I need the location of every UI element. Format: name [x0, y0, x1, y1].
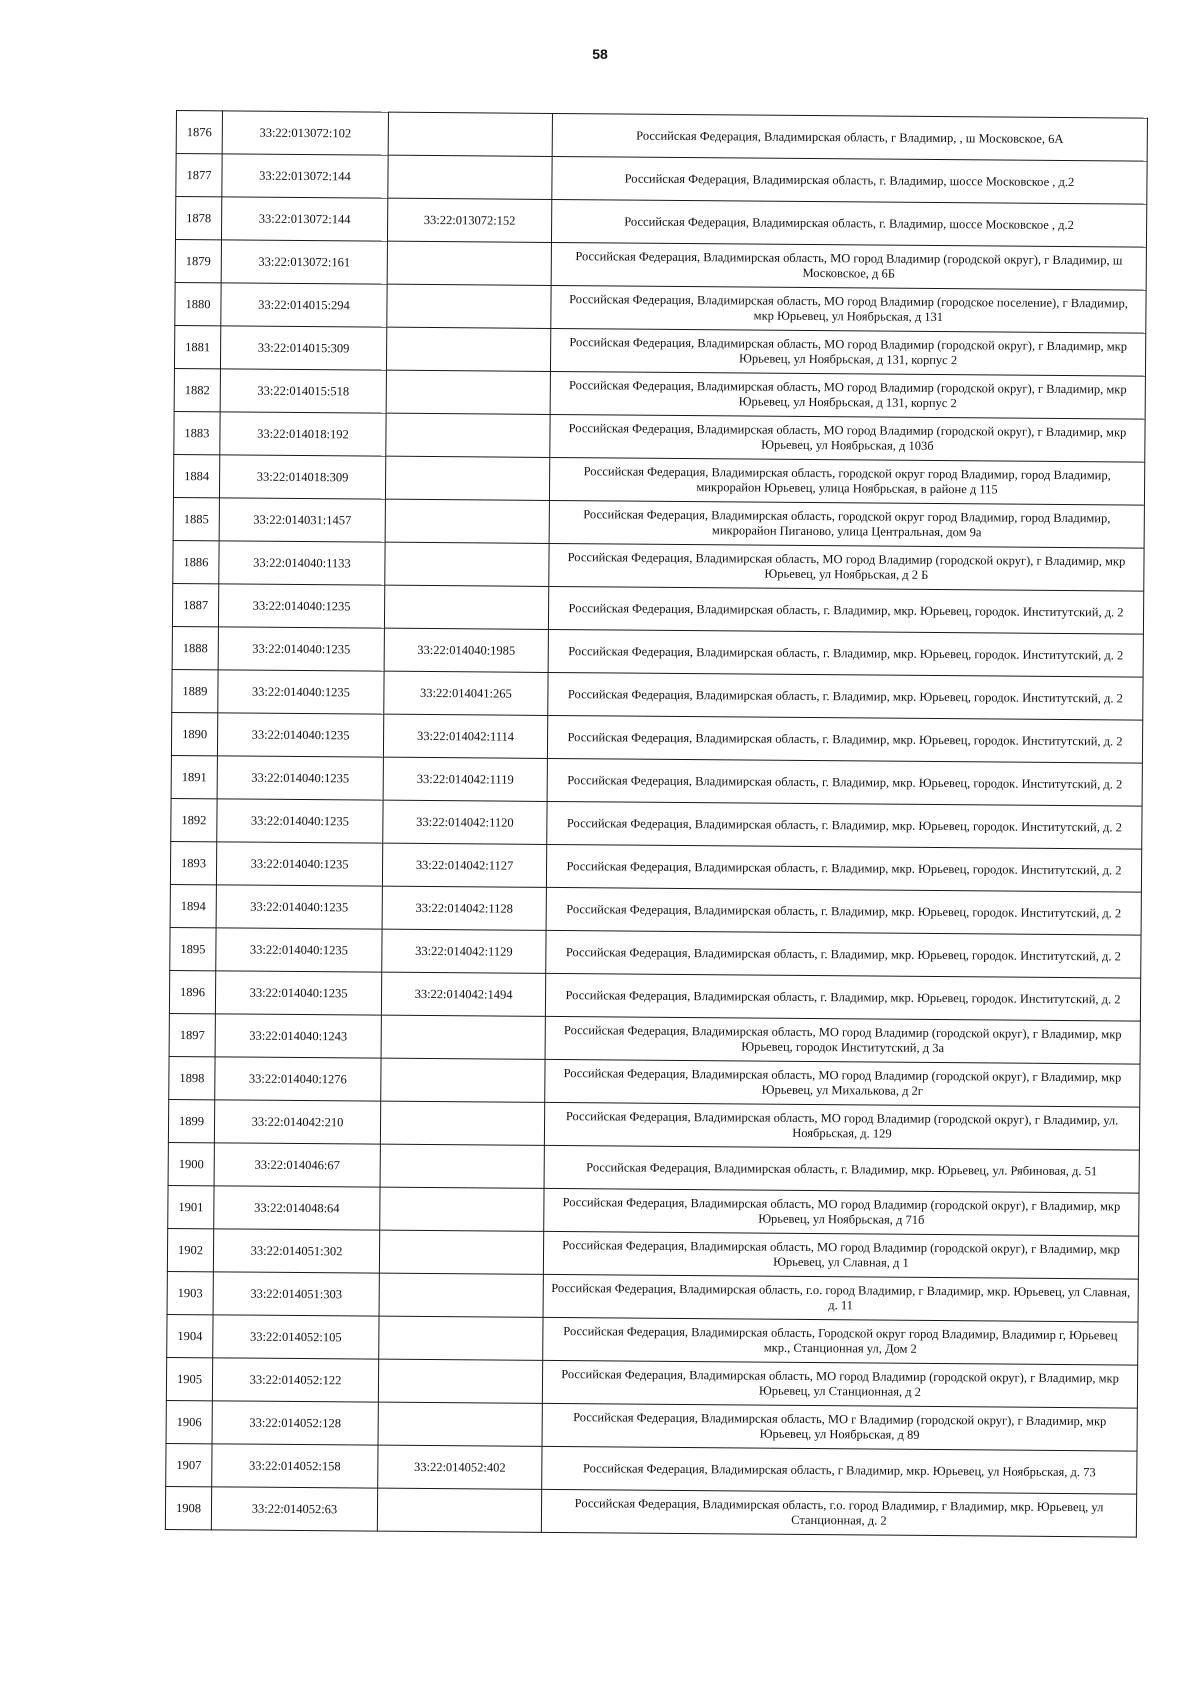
table-row: [169, 970, 1140, 1021]
cadastral-number-cell: 33:22:013072:161: [221, 240, 387, 284]
related-cadastral-number-cell: [380, 1187, 544, 1231]
related-cadastral-number-cell: [386, 370, 550, 414]
related-cadastral-number-cell: [381, 1015, 545, 1059]
table-row: [175, 197, 1146, 248]
row-number-cell: 1891: [171, 755, 217, 798]
related-cadastral-number-cell: [378, 1359, 542, 1403]
row-number-cell: 1886: [173, 540, 219, 583]
address-cell: Российская Федерация, Владимирская область, МО город Владимир (городской округ), г Владимир, мкр Юрьевец, ул Ноябрьская, д 71б: [544, 1188, 1139, 1236]
row-number-cell: 1881: [174, 325, 220, 368]
related-cadastral-number-cell: 33:22:014042:1114: [383, 714, 547, 758]
related-cadastral-number-cell: [386, 327, 550, 371]
cadastral-number-cell: 33:22:014052:105: [213, 1315, 379, 1359]
table-row: [174, 325, 1145, 376]
address-cell: Российская Федерация, Владимирская область, г.о. город Владимир, г Владимир, мкр. Юрьевец, ул Станционная, д. 2: [541, 1489, 1136, 1537]
row-number-cell: 1892: [171, 798, 217, 841]
address-cell: Российская Федерация, Владимирская область, г.о. город Владимир, г Владимир, мкр. Юрьевец, ул Славная, д. 11: [543, 1274, 1138, 1322]
cadastral-number-cell: 33:22:014040:1235: [217, 713, 383, 757]
related-cadastral-number-cell: [388, 112, 552, 156]
cadastral-number-cell: 33:22:014031:1457: [219, 498, 385, 542]
table-row: [170, 927, 1141, 978]
address-cell: Российская Федерация, Владимирская область, г. Владимир, мкр. Юрьевец, городок. Институтский, д. 2: [547, 758, 1142, 806]
table-row: [171, 755, 1142, 806]
cadastral-number-cell: 33:22:014040:1235: [215, 971, 381, 1015]
row-number-cell: 1907: [166, 1443, 212, 1486]
row-number-cell: 1899: [168, 1099, 214, 1142]
row-number-cell: 1876: [176, 111, 222, 154]
related-cadastral-number-cell: 33:22:014042:1119: [383, 757, 547, 801]
row-number-cell: 1893: [170, 841, 216, 884]
row-number-cell: 1897: [169, 1013, 215, 1056]
related-cadastral-number-cell: [380, 1101, 544, 1145]
table-row: [172, 626, 1143, 677]
row-number-cell: 1903: [167, 1271, 213, 1314]
table-row: [166, 1357, 1137, 1408]
cadastral-number-cell: 33:22:014040:1235: [218, 627, 384, 671]
table-row: [173, 497, 1144, 548]
related-cadastral-number-cell: [381, 1058, 545, 1102]
address-cell: Российская Федерация, Владимирская область, МО город Владимир (городской округ), г Владимир, мкр Юрьевец, ул Ноябрьская, д 103б: [550, 414, 1145, 462]
table-row: [176, 154, 1147, 205]
cadastral-number-cell: 33:22:014018:192: [220, 412, 386, 456]
table-row: [169, 1013, 1140, 1064]
address-cell: Российская Федерация, Владимирская область, г. Владимир, мкр. Юрьевец, ул. Рябиновая, д. 51: [544, 1145, 1139, 1193]
cadastral-number-cell: 33:22:013072:102: [222, 111, 388, 155]
row-number-cell: 1906: [166, 1400, 212, 1443]
row-number-cell: 1890: [171, 712, 217, 755]
row-number-cell: 1895: [170, 927, 216, 970]
cadastral-number-cell: 33:22:014048:64: [214, 1186, 380, 1230]
address-cell: Российская Федерация, Владимирская область, г Владимир, , ш Московское, 6А: [552, 113, 1147, 161]
address-cell: Российская Федерация, Владимирская область, МО город Владимир (городской округ), г Владимир, мкр Юрьевец, ул Славная, д 1: [543, 1231, 1138, 1279]
related-cadastral-number-cell: [387, 284, 551, 328]
related-cadastral-number-cell: [385, 499, 549, 543]
address-cell: Российская Федерация, Владимирская область, г. Владимир, мкр. Юрьевец, городок. Институтский, д. 2: [548, 672, 1143, 720]
cadastral-number-cell: 33:22:014040:1235: [217, 799, 383, 843]
table-row: [170, 884, 1141, 935]
cadastral-number-cell: 33:22:014018:309: [219, 455, 385, 499]
table-row: [175, 239, 1146, 290]
address-cell: Российская Федерация, Владимирская область, городской округ город Владимир, город Владимир, микрорайон Юрьевец, улица Ноябрьская, в районе д 115: [549, 457, 1144, 505]
related-cadastral-number-cell: 33:22:014042:1120: [383, 800, 547, 844]
cadastral-number-cell: 33:22:014040:1235: [218, 670, 384, 714]
address-cell: Российская Федерация, Владимирская область, г. Владимир, шоссе Московское , д.2: [552, 156, 1147, 204]
row-number-cell: 1905: [166, 1357, 212, 1400]
row-number-cell: 1902: [167, 1228, 213, 1271]
address-cell: Российская Федерация, Владимирская область, МО город Владимир (городской округ), г Владимир, ул. Ноябрьская, д. 129: [544, 1102, 1139, 1150]
registry-table: [165, 110, 1148, 1538]
related-cadastral-number-cell: 33:22:014041:265: [384, 671, 548, 715]
address-cell: Российская Федерация, Владимирская область, МО г Владимир (городской округ), г Владимир, мкр Юрьевец, ул Ноябрьская, д 89: [542, 1403, 1137, 1451]
row-number-cell: 1889: [172, 669, 218, 712]
row-number-cell: 1901: [168, 1185, 214, 1228]
cadastral-number-cell: 33:22:013072:144: [222, 154, 388, 198]
table-row: [168, 1185, 1139, 1236]
table-row: [169, 1056, 1140, 1107]
row-number-cell: 1887: [172, 583, 218, 626]
cadastral-number-cell: 33:22:014040:1235: [216, 842, 382, 886]
row-number-cell: 1877: [176, 154, 222, 197]
related-cadastral-number-cell: [387, 241, 551, 285]
cadastral-number-cell: 33:22:014015:294: [221, 283, 387, 327]
cadastral-number-cell: 33:22:014046:67: [214, 1143, 380, 1187]
address-cell: Российская Федерация, Владимирская область, МО город Владимир (городской округ), г Владимир, мкр Юрьевец, ул Ноябрьская, д 2 Б: [549, 543, 1144, 591]
table-row: [167, 1271, 1138, 1322]
row-number-cell: 1894: [170, 884, 216, 927]
related-cadastral-number-cell: [379, 1273, 543, 1317]
address-cell: Российская Федерация, Владимирская область, г. Владимир, мкр. Юрьевец, городок. Институтский, д. 2: [548, 586, 1143, 634]
row-number-cell: 1898: [169, 1056, 215, 1099]
related-cadastral-number-cell: [379, 1230, 543, 1274]
table-row: [175, 282, 1146, 333]
row-number-cell: 1879: [175, 239, 221, 282]
cadastral-number-cell: 33:22:013072:144: [221, 197, 387, 241]
address-cell: Российская Федерация, Владимирская область, г Владимир, мкр. Юрьевец, ул Ноябрьская, д. 73: [542, 1446, 1137, 1494]
row-number-cell: 1900: [168, 1142, 214, 1185]
cadastral-number-cell: 33:22:014040:1243: [215, 1014, 381, 1058]
related-cadastral-number-cell: [385, 456, 549, 500]
table-row: [166, 1400, 1137, 1451]
row-number-cell: 1880: [175, 282, 221, 325]
cadastral-number-cell: 33:22:014052:122: [212, 1358, 378, 1402]
address-cell: Российская Федерация, Владимирская область, г. Владимир, мкр. Юрьевец, городок. Институтский, д. 2: [546, 887, 1141, 935]
address-cell: Российская Федерация, Владимирская область, г. Владимир, мкр. Юрьевец, городок. Институтский, д. 2: [545, 973, 1140, 1021]
row-number-cell: 1888: [172, 626, 218, 669]
address-cell: Российская Федерация, Владимирская область, г. Владимир, мкр. Юрьевец, городок. Институтский, д. 2: [547, 801, 1142, 849]
cadastral-number-cell: 33:22:014040:1235: [218, 584, 384, 628]
address-cell: Российская Федерация, Владимирская область, Городской округ город Владимир, Владимир г, Юрьевец мкр., Станционная ул, Дом 2: [543, 1317, 1138, 1365]
cadastral-number-cell: 33:22:014040:1235: [217, 756, 383, 800]
address-cell: Российская Федерация, Владимирская область, г. Владимир, мкр. Юрьевец, городок. Институтский, д. 2: [546, 844, 1141, 892]
address-cell: Российская Федерация, Владимирская область, г. Владимир, мкр. Юрьевец, городок. Институтский, д. 2: [548, 629, 1143, 677]
page-number: 58: [592, 46, 608, 62]
table-row: [172, 583, 1143, 634]
table-row: [171, 712, 1142, 763]
table-row: [171, 798, 1142, 849]
table-row: [167, 1314, 1138, 1365]
address-cell: Российская Федерация, Владимирская область, г. Владимир, мкр. Юрьевец, городок. Институтский, д. 2: [547, 715, 1142, 763]
cadastral-number-cell: 33:22:014015:518: [220, 369, 386, 413]
registry-table-body: [165, 111, 1147, 1538]
row-number-cell: 1878: [175, 197, 221, 240]
row-number-cell: 1896: [169, 970, 215, 1013]
table-row: [165, 1486, 1136, 1537]
row-number-cell: 1908: [165, 1486, 211, 1529]
address-cell: Российская Федерация, Владимирская область, МО город Владимир (городской округ), г Владимир, мкр Юрьевец, ул Ноябрьская, д 131, корпус 2: [550, 371, 1145, 419]
related-cadastral-number-cell: [384, 585, 548, 629]
cadastral-number-cell: 33:22:014051:302: [213, 1229, 379, 1273]
table-row: [173, 540, 1144, 591]
address-cell: Российская Федерация, Владимирская область, городской округ город Владимир, город Владимир, микрорайон Пиганово, улица Центральная, дом 9а: [549, 500, 1144, 548]
related-cadastral-number-cell: [378, 1402, 542, 1446]
table-row: [166, 1443, 1137, 1494]
cadastral-number-cell: 33:22:014052:128: [212, 1401, 378, 1445]
address-cell: Российская Федерация, Владимирская область, МО город Владимир (городской округ), г Владимир, мкр Юрьевец, ул Ноябрьская, д 131, корпус 2: [550, 328, 1145, 376]
related-cadastral-number-cell: [377, 1488, 541, 1532]
row-number-cell: 1904: [167, 1314, 213, 1357]
table-row: [176, 111, 1147, 162]
address-cell: Российская Федерация, Владимирская область, г. Владимир, мкр. Юрьевец, городок. Институтский, д. 2: [546, 930, 1141, 978]
related-cadastral-number-cell: 33:22:014052:402: [378, 1445, 542, 1489]
related-cadastral-number-cell: 33:22:014042:1494: [381, 972, 545, 1016]
related-cadastral-number-cell: 33:22:014042:1129: [382, 929, 546, 973]
cadastral-number-cell: 33:22:014051:303: [213, 1272, 379, 1316]
cadastral-number-cell: 33:22:014015:309: [220, 326, 386, 370]
related-cadastral-number-cell: [385, 542, 549, 586]
table-row: [172, 669, 1143, 720]
cadastral-number-cell: 33:22:014052:158: [212, 1444, 378, 1488]
table-row: [168, 1142, 1139, 1193]
address-cell: Российская Федерация, Владимирская область, МО город Владимир (городской округ), г Владимир, мкр Юрьевец, ул Станционная, д 2: [542, 1360, 1137, 1408]
cadastral-number-cell: 33:22:014040:1133: [219, 541, 385, 585]
table-row: [168, 1099, 1139, 1150]
related-cadastral-number-cell: [379, 1316, 543, 1360]
row-number-cell: 1884: [173, 454, 219, 497]
table-row: [174, 368, 1145, 419]
cadastral-number-cell: 33:22:014040:1235: [216, 885, 382, 929]
related-cadastral-number-cell: 33:22:013072:152: [387, 198, 551, 242]
table-row: [174, 411, 1145, 462]
related-cadastral-number-cell: [380, 1144, 544, 1188]
cadastral-number-cell: 33:22:014042:210: [214, 1100, 380, 1144]
address-cell: Российская Федерация, Владимирская область, МО город Владимир (городское поселение), г Владимир, мкр Юрьевец, ул Ноябрьская, д 131: [551, 285, 1146, 333]
address-cell: Российская Федерация, Владимирская область, МО город Владимир (городской округ), г Владимир, мкр Юрьевец, ул Михалькова, д 2г: [545, 1059, 1140, 1107]
address-cell: Российская Федерация, Владимирская область, МО город Владимир (городской округ), г Владимир, ш Московское, д 6Б: [551, 242, 1146, 290]
related-cadastral-number-cell: [386, 413, 550, 457]
table-row: [173, 454, 1144, 505]
row-number-cell: 1882: [174, 368, 220, 411]
cadastral-number-cell: 33:22:014052:63: [211, 1487, 377, 1531]
row-number-cell: 1885: [173, 497, 219, 540]
related-cadastral-number-cell: [388, 155, 552, 199]
related-cadastral-number-cell: 33:22:014040:1985: [384, 628, 548, 672]
address-cell: Российская Федерация, Владимирская область, МО город Владимир (городской округ), г Владимир, мкр Юрьевец, городок Институтский, д 3а: [545, 1016, 1140, 1064]
related-cadastral-number-cell: 33:22:014042:1128: [382, 886, 546, 930]
related-cadastral-number-cell: 33:22:014042:1127: [382, 843, 546, 887]
cadastral-number-cell: 33:22:014040:1276: [215, 1057, 381, 1101]
address-cell: Российская Федерация, Владимирская область, г. Владимир, шоссе Московское , д.2: [551, 199, 1146, 247]
table-row: [170, 841, 1141, 892]
cadastral-number-cell: 33:22:014040:1235: [216, 928, 382, 972]
row-number-cell: 1883: [174, 411, 220, 454]
table-row: [167, 1228, 1138, 1279]
